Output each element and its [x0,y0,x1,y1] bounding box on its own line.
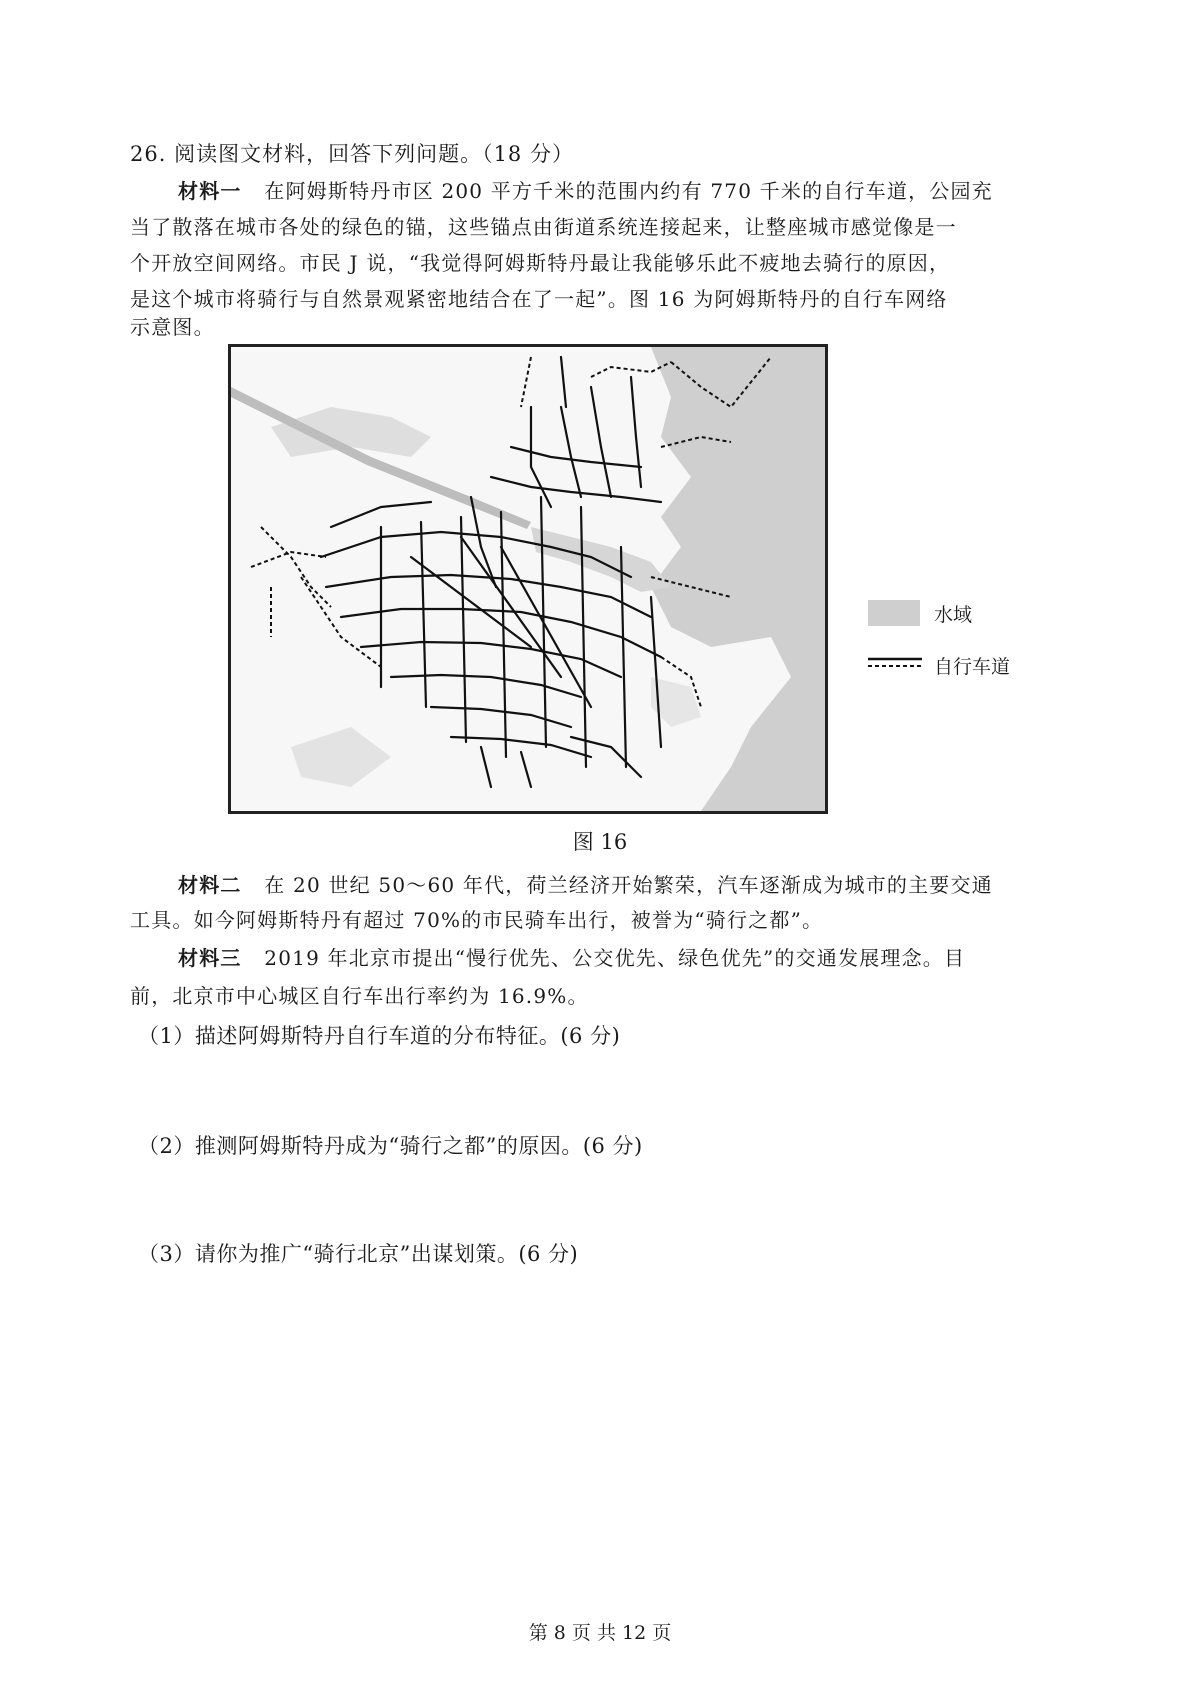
legend-bikeway-swatch [868,656,922,670]
material-1-text-1: 在阿姆斯特丹市区 200 平方千米的范围内约有 770 千米的自行车道，公园充 [264,179,993,203]
material-2-label: 材料二 [178,873,242,897]
sub-question-2: （2）推测阿姆斯特丹成为“骑行之都”的原因。(6 分) [138,1134,643,1158]
map-svg [231,347,825,811]
page-footer: 第 8 页 共 12 页 [528,1622,672,1644]
material-1-line-2: 当了散落在城市各处的绿色的锚，这些锚点由街道系统连接起来，让整座城市感觉像是一 [130,215,957,239]
material-1-line-3: 个开放空间网络。市民 J 说，“我觉得阿姆斯特丹最让我能够乐此不疲地去骑行的原因， [130,251,951,275]
material-3-line-2: 前，北京市中心城区自行车出行率约为 16.9%。 [130,984,589,1008]
question-title: 26. 阅读图文材料，回答下列问题。（18 分） [130,142,574,166]
sub-question-1: （1）描述阿姆斯特丹自行车道的分布特征。(6 分) [138,1024,621,1048]
amsterdam-bike-network-map [228,344,828,814]
material-2-line-2: 工具。如今阿姆斯特丹有超过 70%的市民骑车出行，被誉为“骑行之都”。 [130,908,824,932]
material-3 [178,942,965,971]
legend-bikeway-label: 自行车道 [934,656,1011,678]
material-2 [178,866,993,904]
material-1-line-1 [178,176,1078,206]
material-3-label: 材料三 [178,946,242,970]
material-1-label: 材料一 [178,179,242,203]
material-1 [178,176,1078,206]
map-legend [868,600,1058,690]
legend-water-swatch [868,600,920,626]
material-1-line-5: 示意图。 [130,315,215,339]
material-2-line-1: 在 20 世纪 50～60 年代，荷兰经济开始繁荣，汽车逐渐成为城市的主要交通 [264,873,993,897]
material-3-line-1: 2019 年北京市提出“慢行优先、公交优先、绿色优先”的交通发展理念。目 [264,946,966,970]
material-1-line-4: 是这个城市将骑行与自然景观紧密地结合在了一起”。图 16 为阿姆斯特丹的自行车网络 [130,287,948,311]
figure-caption: 图 16 [572,830,628,854]
legend-water-label: 水域 [934,604,973,626]
sub-question-3: （3）请你为推广“骑行北京”出谋划策。(6 分) [138,1242,579,1266]
